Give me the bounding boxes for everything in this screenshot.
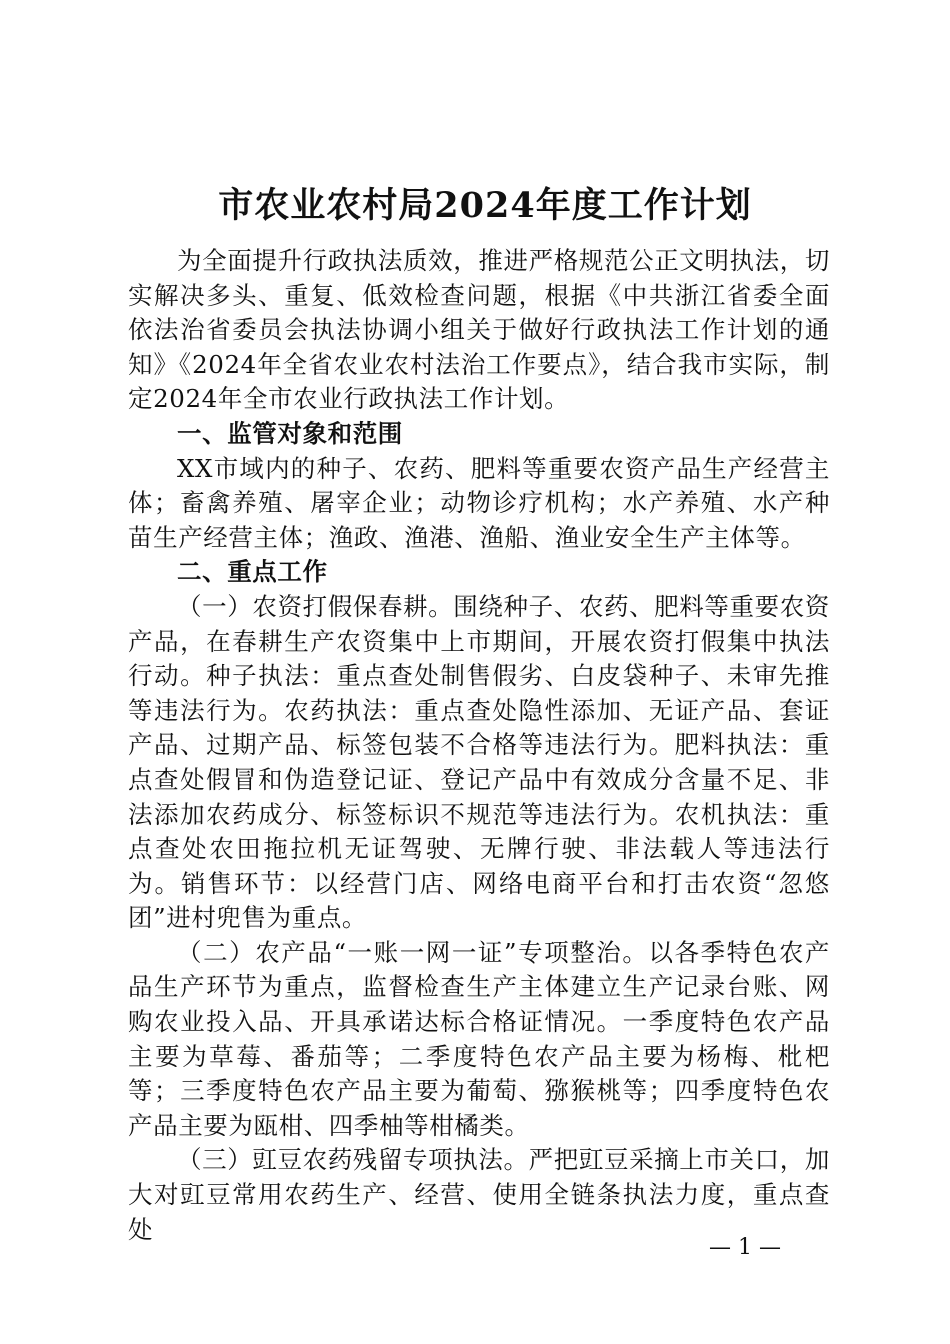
document-body [128,244,830,1247]
work-item-3-paragraph: （三）豇豆农药残留专项执法。严把豇豆采摘上市关口，加大对豇豆常用农药生产、经营、使用全链条执法力度，重点查处 [128,1145,830,1244]
work-item-2-paragraph: （二）农产品“一账一网一证”专项整治。以各季特色农产品生产环节为重点，监督检查生产主体建立生产记录台账、网购农业投入品、开具承诺达标合格证情况。一季度特色农产品主要为草莓、番茄等；二季度特色农产品主要为杨梅、枇杷等；三季度特色农产品主要为葡萄、猕猴桃等；四季度特色农产品主要为瓯柑、四季柚等柑橘类。 [128,937,830,1140]
page-number: — 1 — [709,1235,781,1260]
work-item-1-paragraph: （一）农资打假保春耕。围绕种子、农药、肥料等重要农资产品，在春耕生产农资集中上市期间，开展农资打假集中执法行动。种子执法：重点查处制售假劣、白皮袋种子、未审先推等违法行为。农药执法：重点查处隐性添加、无证产品、套证产品、过期产品、标签包装不合格等违法行为。肥料执法：重点查处假冒和伪造登记证、登记产品中有效成分含量不足、非法添加农药成分、标签标识不规范等违法行为。农机执法：重点查处农田拖拉机无证驾驶、无牌行驶、非法载人等违法行为。销售环节：以经营门店、网络电商平台和打击农资“忽悠团”进村兜售为重点。 [128,591,830,933]
section-heading-1: 一、监管对象和范围 [177,418,403,448]
intro-paragraph: 为全面提升行政执法质效，推进严格规范公正文明执法，切实解决多头、重复、低效检查问题，根据《中共浙江省委全面依法治省委员会执法协调小组关于做好行政执法工作计划的通知》《2024年全省农业农村法治工作要点》，结合我市实际，制定2024年全市农业行政执法工作计划。 [128,246,830,414]
section-heading-2: 二、重点工作 [177,557,328,587]
scope-paragraph: XX市域内的种子、农药、肥料等重要农资产品生产经营主体；畜禽养殖、屠宰企业；动物诊疗机构；水产养殖、水产种苗生产经营主体；渔政、渔港、渔船、渔业安全生产主体等。 [128,453,830,552]
document-title: 市农业农村局2024年度工作计划 [218,185,752,226]
